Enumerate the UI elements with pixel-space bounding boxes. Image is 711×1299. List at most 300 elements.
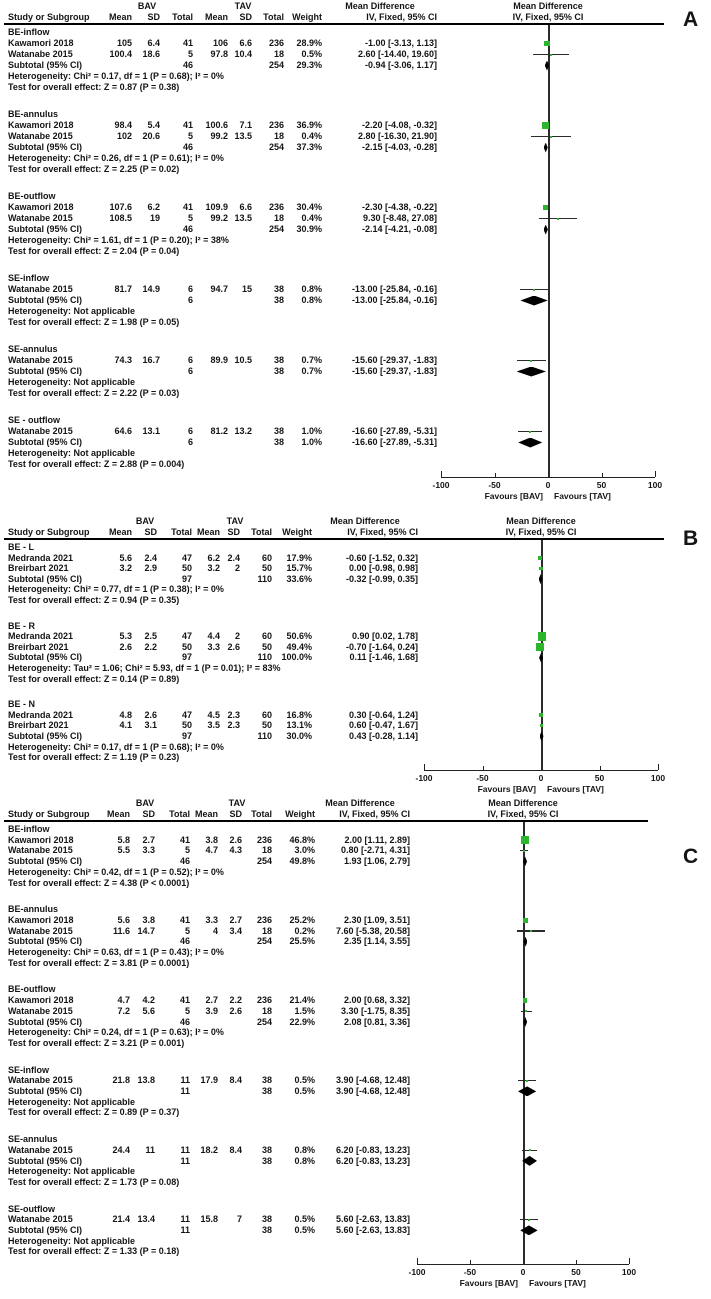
col-header-weight: Weight <box>292 12 322 22</box>
study-name: Kawamori 2018 <box>8 202 74 212</box>
study-value: 3.2 <box>119 563 132 574</box>
study-value: 18 <box>261 1005 272 1016</box>
study-value: 41 <box>179 995 190 1006</box>
study-value: 5 <box>184 925 190 936</box>
study-value: 5 <box>184 1005 190 1016</box>
favours-right-label: Favours [TAV] <box>529 1278 586 1289</box>
overall-effect-note: Test for overall effect: Z = 2.04 (P = 0.04) <box>8 246 180 256</box>
study-value: 13.8 <box>137 1075 155 1086</box>
study-value: 5.6 <box>117 914 130 925</box>
subtotal-bav-total: 6 <box>187 366 193 376</box>
study-value: 64.6 <box>114 426 132 436</box>
study-ci-text: -16.60 [-27.89, -5.31] <box>351 426 437 436</box>
axis-tick-label: 50 <box>594 772 605 783</box>
study-value: 5 <box>187 49 193 59</box>
effect-square-marker <box>550 54 552 56</box>
heterogeneity-note: Heterogeneity: Chi² = 0.24, df = 1 (P = 0.63); I² = 0% <box>8 1027 224 1038</box>
axis-tick-label: 0 <box>538 772 544 783</box>
heterogeneity-note: Heterogeneity: Not applicable <box>8 1096 136 1107</box>
study-value: 21.8 <box>112 1075 130 1086</box>
col-header-mean: Mean <box>204 12 228 22</box>
study-value: 10.4 <box>234 49 252 59</box>
study-value: 41 <box>179 914 190 925</box>
study-value: 16.8% <box>286 709 312 720</box>
study-value: 5 <box>187 131 193 141</box>
overall-effect-note: Test for overall effect: Z = 3.81 (P = 0.0001) <box>8 957 190 968</box>
col-header-total: Total <box>172 12 193 22</box>
study-name: Watanabe 2015 <box>8 1214 73 1225</box>
subtotal-ci-text: 2.35 [1.14, 3.55] <box>343 936 410 947</box>
study-value: 46.8% <box>289 834 315 845</box>
study-value: 5.4 <box>147 120 160 130</box>
study-name: Kawamori 2018 <box>8 38 74 48</box>
study-value: 3.3 <box>207 641 220 652</box>
study-value: 0.8% <box>301 284 322 294</box>
effect-square-marker <box>523 998 528 1003</box>
col-group-bav: BAV <box>135 798 155 808</box>
study-value: 98.4 <box>114 120 132 130</box>
overall-effect-note: Test for overall effect: Z = 3.21 (P = 0.001) <box>8 1037 185 1048</box>
study-value: 15 <box>241 284 252 294</box>
study-value: 6.4 <box>147 38 160 48</box>
axis-tick-label: -50 <box>488 480 501 490</box>
study-value: 3.2 <box>207 563 220 574</box>
subtotal-weight: 49.8% <box>289 856 315 867</box>
col-header-sd: SD <box>239 12 252 22</box>
subtotal-weight: 0.8% <box>294 1155 315 1166</box>
axis-tick <box>602 473 603 477</box>
plot-header-effect: Mean Difference <box>506 516 576 526</box>
study-name: Watanabe 2015 <box>8 925 73 936</box>
study-value: 3.9 <box>205 1005 218 1016</box>
col-header-study: Study or Subgroup <box>8 12 90 22</box>
col-group-tav: TAV <box>234 1 252 11</box>
study-value: 47 <box>181 552 192 563</box>
subtotal-label: Subtotal (95% CI) <box>8 437 83 447</box>
study-value: 108.5 <box>109 213 132 223</box>
subgroup-title: BE - L <box>8 542 34 552</box>
subtotal-ci-text: 1.93 [1.06, 2.79] <box>343 856 410 867</box>
subtotal-label: Subtotal (95% CI) <box>8 1086 83 1096</box>
col-header-total: Total <box>171 527 192 537</box>
overall-effect-note: Test for overall effect: Z = 1.19 (P = 0.23) <box>8 752 180 763</box>
axis-tick-label: 0 <box>520 1267 526 1278</box>
study-ci-text: 0.80 [-2.71, 4.31] <box>340 845 410 856</box>
axis-tick <box>441 471 442 477</box>
study-value: 4.2 <box>142 995 155 1006</box>
col-group-tav: TAV <box>226 516 244 526</box>
subtotal-bav-total: 97 <box>181 731 192 741</box>
effect-square-marker <box>557 218 559 220</box>
plot-header-method: IV, Fixed, 95% CI <box>512 12 584 22</box>
study-value: 236 <box>268 120 284 130</box>
study-value: 11.6 <box>112 925 130 936</box>
subgroup-title: SE-annulus <box>8 344 58 354</box>
study-value: 18.2 <box>200 1144 218 1155</box>
study-value: 14.7 <box>137 925 155 936</box>
study-value: 2.6 <box>229 1005 242 1016</box>
overall-effect-note: Test for overall effect: Z = 0.14 (P = 0.89) <box>8 673 180 684</box>
pooled-diamond-marker <box>518 438 542 448</box>
col-header-total: Total <box>169 809 190 819</box>
col-header-mean: Mean <box>108 12 132 22</box>
study-value: 38 <box>273 426 284 436</box>
study-name: Breirbart 2021 <box>8 641 69 652</box>
study-value: 47 <box>181 709 192 720</box>
effect-square-marker <box>529 431 531 433</box>
study-value: 4.5 <box>207 709 220 720</box>
study-value: 38 <box>273 284 284 294</box>
study-value: 1.0% <box>301 426 322 436</box>
study-value: 2.6 <box>119 641 132 652</box>
subtotal-tav-total: 38 <box>261 1155 272 1166</box>
study-value: 99.2 <box>210 131 228 141</box>
subgroup-title: BE-annulus <box>8 109 59 119</box>
study-ci-text: 2.00 [1.11, 2.89] <box>344 834 410 845</box>
study-value: 38 <box>261 1075 272 1086</box>
subtotal-tav-total: 254 <box>268 142 284 152</box>
heterogeneity-note: Heterogeneity: Not applicable <box>8 306 136 316</box>
study-ci-text: -0.70 [-1.64, 0.24] <box>345 641 418 652</box>
favours-left-label: Favours [BAV] <box>477 783 536 794</box>
subtotal-label: Subtotal (95% CI) <box>8 652 83 663</box>
study-name: Watanabe 2015 <box>8 1144 73 1155</box>
study-value: 236 <box>256 914 272 925</box>
study-value: 5.6 <box>119 552 132 563</box>
subtotal-tav-total: 38 <box>261 1086 272 1096</box>
subgroup-title: BE-outflow <box>8 984 56 995</box>
study-value: 5 <box>187 213 193 223</box>
subtotal-tav-total: 254 <box>256 856 272 867</box>
study-value: 236 <box>268 38 284 48</box>
effect-square-marker <box>530 930 532 932</box>
study-value: 38 <box>261 1214 272 1225</box>
subtotal-tav-total: 254 <box>268 224 284 234</box>
subgroup-title: BE - R <box>8 620 35 631</box>
col-group-bav: BAV <box>135 516 155 526</box>
heterogeneity-note: Heterogeneity: Not applicable <box>8 1166 136 1177</box>
subtotal-tav-total: 254 <box>268 60 284 70</box>
axis-tick <box>495 473 496 477</box>
subtotal-bav-total: 46 <box>179 936 190 947</box>
study-value: 15.7% <box>286 563 312 574</box>
plot-header-effect: Mean Difference <box>488 798 558 808</box>
study-value: 3.5 <box>207 720 220 731</box>
study-name: Watanabe 2015 <box>8 355 73 365</box>
effect-square-marker <box>550 136 552 138</box>
subtotal-bav-total: 6 <box>187 295 193 305</box>
col-header-sd: SD <box>229 809 242 819</box>
study-value: 109.9 <box>205 202 228 212</box>
overall-effect-note: Test for overall effect: Z = 4.38 (P < 0.0001) <box>8 877 190 888</box>
subtotal-tav-total: 254 <box>256 936 272 947</box>
study-value: 16.7 <box>142 355 160 365</box>
study-value: 2.4 <box>227 552 240 563</box>
subtotal-ci-text: -13.00 [-25.84, -0.16] <box>351 295 437 305</box>
plot-header-method: IV, Fixed, 95% CI <box>487 809 559 819</box>
study-value: 4.7 <box>205 845 218 856</box>
study-value: 41 <box>182 38 193 48</box>
study-value: 49.4% <box>286 641 312 652</box>
header-rule <box>4 538 664 540</box>
overall-effect-note: Test for overall effect: Z = 2.88 (P = 0.004) <box>8 459 185 469</box>
col-header-method: IV, Fixed, 95% CI <box>339 809 410 819</box>
study-value: 28.9% <box>296 38 322 48</box>
panel-label-b: B <box>683 527 699 550</box>
col-header-study: Study or Subgroup <box>8 527 90 537</box>
study-value: 5.3 <box>119 631 132 642</box>
subtotal-weight: 33.6% <box>286 573 312 584</box>
subgroup-title: BE-annulus <box>8 904 59 915</box>
panel-label-a: A <box>683 8 699 31</box>
study-value: 18 <box>273 213 284 223</box>
col-header-total: Total <box>251 527 272 537</box>
study-value: 3.3 <box>142 845 155 856</box>
col-header-mean: Mean <box>196 527 220 537</box>
subtotal-ci-text: -2.14 [-4.21, -0.08] <box>361 224 437 234</box>
subtotal-ci-text: -15.60 [-29.37, -1.83] <box>351 366 437 376</box>
study-value: 18.6 <box>142 49 160 59</box>
subtotal-label: Subtotal (95% CI) <box>8 295 83 305</box>
study-value: 20.6 <box>142 131 160 141</box>
effect-square-marker <box>539 713 543 717</box>
heterogeneity-note: Heterogeneity: Chi² = 1.61, df = 1 (P = 0.20); I² = 38% <box>8 235 229 245</box>
study-value: 24.4 <box>112 1144 130 1155</box>
axis-tick <box>470 1260 471 1264</box>
subtotal-bav-total: 11 <box>180 1155 190 1166</box>
overall-effect-note: Test for overall effect: Z = 1.33 (P = 0.18) <box>8 1246 180 1257</box>
study-value: 21.4% <box>289 995 315 1006</box>
axis-tick-label: -50 <box>476 772 489 783</box>
subtotal-label: Subtotal (95% CI) <box>8 936 83 947</box>
effect-square-marker <box>543 205 549 211</box>
subtotal-tav-total: 38 <box>261 1225 272 1235</box>
study-value: 97.8 <box>210 49 228 59</box>
col-header-sd: SD <box>147 12 160 22</box>
subtotal-label: Subtotal (95% CI) <box>8 856 83 867</box>
subgroup-title: SE-inflow <box>8 273 49 283</box>
study-value: 4.3 <box>229 845 242 856</box>
study-value: 60 <box>261 709 272 720</box>
col-header-mean: Mean <box>108 527 132 537</box>
axis-tick <box>629 1258 630 1264</box>
pooled-diamond-marker <box>518 1086 536 1096</box>
subtotal-tav-total: 110 <box>257 731 272 741</box>
study-value: 0.4% <box>301 213 322 223</box>
study-value: 2.2 <box>229 995 242 1006</box>
axis-tick-label: 0 <box>545 480 551 490</box>
subtotal-weight: 1.0% <box>301 437 322 447</box>
subgroup-title: SE-annulus <box>8 1134 58 1145</box>
study-ci-text: 6.20 [-0.83, 13.23] <box>335 1144 410 1155</box>
study-value: 2.4 <box>144 552 157 563</box>
study-value: 5 <box>184 845 190 856</box>
study-value: 3.4 <box>229 925 242 936</box>
study-ci-text: 9.30 [-8.48, 27.08] <box>362 213 437 223</box>
study-value: 0.5% <box>294 1214 315 1225</box>
study-value: 11 <box>180 1144 190 1155</box>
study-value: 7.2 <box>117 1005 130 1016</box>
x-axis <box>417 1264 629 1265</box>
subtotal-ci-text: 0.43 [-0.28, 1.14] <box>348 731 418 741</box>
subtotal-ci-text: -16.60 [-27.89, -5.31] <box>351 437 437 447</box>
study-value: 4.4 <box>207 631 220 642</box>
study-value: 236 <box>256 995 272 1006</box>
subtotal-label: Subtotal (95% CI) <box>8 224 83 234</box>
subtotal-tav-total: 38 <box>273 437 284 447</box>
study-ci-text: 0.00 [-0.98, 0.98] <box>348 563 418 574</box>
heterogeneity-note: Heterogeneity: Not applicable <box>8 1235 136 1246</box>
col-header-total: Total <box>263 12 284 22</box>
study-value: 2.9 <box>144 563 157 574</box>
study-value: 2.2 <box>144 641 157 652</box>
effect-square-marker <box>529 1149 531 1151</box>
study-value: 5.5 <box>117 845 130 856</box>
study-value: 18 <box>273 131 284 141</box>
study-value: 13.1 <box>142 426 160 436</box>
study-name: Medranda 2021 <box>8 631 74 642</box>
subtotal-weight: 37.3% <box>296 142 322 152</box>
study-value: 89.9 <box>210 355 228 365</box>
subtotal-bav-total: 11 <box>180 1225 190 1235</box>
study-value: 100.4 <box>109 49 132 59</box>
study-ci-text: 2.80 [-16.30, 21.90] <box>357 131 437 141</box>
study-value: 2.6 <box>144 709 157 720</box>
study-value: 11 <box>180 1214 190 1225</box>
heterogeneity-note: Heterogeneity: Not applicable <box>8 448 136 458</box>
x-axis <box>424 770 658 771</box>
study-value: 11 <box>145 1144 155 1155</box>
subtotal-weight: 0.5% <box>294 1225 315 1235</box>
study-value: 13.2 <box>234 426 252 436</box>
favours-left-label: Favours [BAV] <box>459 1278 518 1289</box>
study-value: 100.6 <box>205 120 228 130</box>
heterogeneity-note: Heterogeneity: Chi² = 0.26, df = 1 (P = 0.61); I² = 0% <box>8 153 224 163</box>
study-value: 7 <box>236 1214 242 1225</box>
study-name: Watanabe 2015 <box>8 213 73 223</box>
study-ci-text: -1.00 [-3.13, 1.13] <box>364 38 437 48</box>
effect-square-marker <box>521 836 529 844</box>
study-value: 50 <box>181 563 192 574</box>
study-name: Medranda 2021 <box>8 552 74 563</box>
subgroup-title: BE-inflow <box>8 824 50 834</box>
study-value: 3.8 <box>142 914 155 925</box>
study-ci-text: 3.90 [-4.68, 12.48] <box>335 1075 410 1086</box>
panel-label-c: C <box>683 845 699 868</box>
col-header-effect: Mean Difference <box>330 516 400 526</box>
study-value: 0.7% <box>301 355 322 365</box>
study-value: 102 <box>116 131 132 141</box>
study-value: 107.6 <box>109 202 132 212</box>
study-name: Kawamori 2018 <box>8 995 74 1006</box>
study-value: 10.5 <box>234 355 252 365</box>
subtotal-bav-total: 46 <box>182 224 193 234</box>
study-value: 2 <box>234 631 240 642</box>
study-value: 41 <box>179 834 190 845</box>
study-value: 0.5% <box>301 49 322 59</box>
study-value: 6 <box>187 355 193 365</box>
subtotal-bav-total: 6 <box>187 437 193 447</box>
study-value: 11 <box>180 1075 190 1086</box>
effect-square-marker <box>523 850 525 852</box>
col-header-sd: SD <box>144 527 157 537</box>
subtotal-weight: 30.0% <box>286 731 312 741</box>
col-group-tav: TAV <box>228 798 246 808</box>
effect-square-marker <box>530 360 532 362</box>
study-value: 50.6% <box>286 631 312 642</box>
subtotal-tav-total: 254 <box>256 1016 272 1027</box>
axis-tick-label: -50 <box>463 1267 477 1278</box>
overall-effect-note: Test for overall effect: Z = 2.22 (P = 0.03) <box>8 388 180 398</box>
study-name: Kawamori 2018 <box>8 914 74 925</box>
axis-tick <box>483 766 484 770</box>
subtotal-label: Subtotal (95% CI) <box>8 366 83 376</box>
subgroup-title: SE-outflow <box>8 1203 55 1214</box>
heterogeneity-note: Heterogeneity: Chi² = 0.17, df = 1 (P = 0.68); I² = 0% <box>8 741 224 752</box>
effect-square-marker <box>542 122 549 129</box>
header-rule <box>4 820 648 822</box>
study-value: 21.4 <box>112 1214 130 1225</box>
study-value: 13.5 <box>234 131 252 141</box>
axis-tick <box>576 1260 577 1264</box>
study-value: 0.5% <box>294 1075 315 1086</box>
subgroup-title: SE - outflow <box>8 415 60 425</box>
study-value: 14.9 <box>142 284 160 294</box>
subtotal-bav-total: 97 <box>181 652 192 663</box>
overall-effect-note: Test for overall effect: Z = 1.73 (P = 0.08) <box>8 1176 180 1187</box>
study-ci-text: 2.00 [0.68, 3.32] <box>343 995 410 1006</box>
study-value: 36.9% <box>296 120 322 130</box>
study-value: 50 <box>181 720 192 731</box>
subtotal-ci-text: 0.11 [-1.46, 1.68] <box>349 652 418 663</box>
heterogeneity-note: Heterogeneity: Tau² = 1.06; Chi² = 5.93, df = 1 (P = 0.01); I² = 83% <box>8 663 281 673</box>
subtotal-bav-total: 46 <box>179 856 190 867</box>
study-value: 6.2 <box>147 202 160 212</box>
study-value: 50 <box>181 641 192 652</box>
effect-square-marker <box>533 289 535 291</box>
effect-square-marker <box>540 724 544 728</box>
study-value: 1.5% <box>294 1005 315 1016</box>
subtotal-tav-total: 110 <box>257 652 272 663</box>
study-value: 236 <box>268 202 284 212</box>
subtotal-label: Subtotal (95% CI) <box>8 1016 83 1027</box>
study-ci-text: 2.60 [-14.40, 19.60] <box>357 49 437 59</box>
study-ci-text: -15.60 [-29.37, -1.83] <box>351 355 437 365</box>
effect-square-marker <box>538 556 542 560</box>
effect-square-marker <box>523 918 528 923</box>
study-value: 13.4 <box>137 1214 155 1225</box>
study-value: 41 <box>182 202 193 212</box>
col-header-method: IV, Fixed, 95% CI <box>366 12 437 22</box>
subgroup-title: BE-inflow <box>8 27 50 37</box>
study-name: Breirbart 2021 <box>8 563 69 574</box>
study-value: 105 <box>116 38 132 48</box>
study-value: 2.3 <box>227 720 240 731</box>
favours-right-label: Favours [TAV] <box>547 783 604 794</box>
study-value: 5.8 <box>117 834 130 845</box>
overall-effect-note: Test for overall effect: Z = 0.87 (P = 0.38) <box>8 82 180 92</box>
col-header-method: IV, Fixed, 95% CI <box>347 527 418 537</box>
study-ci-text: 7.60 [-5.38, 20.58] <box>335 925 410 936</box>
subtotal-ci-text: 5.60 [-2.63, 13.83] <box>335 1225 410 1235</box>
subtotal-bav-total: 46 <box>182 142 193 152</box>
study-value: 2.5 <box>144 631 157 642</box>
study-value: 4.1 <box>119 720 132 731</box>
subtotal-weight: 100.0% <box>281 652 312 663</box>
study-value: 3.0% <box>294 845 315 856</box>
study-value: 2.6 <box>229 834 242 845</box>
subgroup-title: BE - N <box>8 699 35 710</box>
